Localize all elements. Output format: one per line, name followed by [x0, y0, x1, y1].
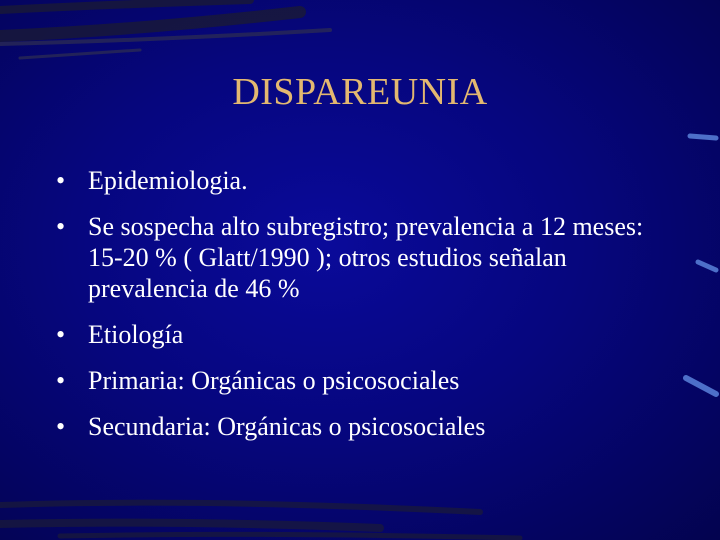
- bullet-dot: •: [56, 320, 66, 349]
- bullet-dot: •: [56, 166, 66, 195]
- bullet-item: [56, 165, 656, 196]
- background-streak-right: [686, 136, 716, 394]
- background-streak-bottom: [0, 503, 520, 538]
- bullet-list: [56, 165, 656, 457]
- bullet-text: Epidemiologia.: [88, 166, 248, 195]
- slide-title: DISPAREUNIA: [232, 71, 488, 113]
- bullet-text: Primaria: Orgánicas o psicosociales: [88, 366, 460, 395]
- bullet-text: Se sospecha alto subregistro; prevalencia a 12 meses: 15-20 % ( Glatt/1990 ); otros estudios señalan prevalencia de 46 %: [88, 212, 644, 303]
- bullet-text: Etiología: [88, 320, 184, 349]
- bullet-dot: •: [56, 412, 66, 441]
- bullet-item: [56, 365, 656, 396]
- bullet-text: Secundaria: Orgánicas o psicosociales: [88, 412, 486, 441]
- bullet-item: [56, 319, 656, 350]
- bullet-item: [56, 411, 656, 442]
- bullet-dot: •: [56, 212, 66, 241]
- bullet-item: [56, 211, 656, 304]
- background-streak-top-left: [0, 0, 330, 58]
- bullet-dot: •: [56, 366, 66, 395]
